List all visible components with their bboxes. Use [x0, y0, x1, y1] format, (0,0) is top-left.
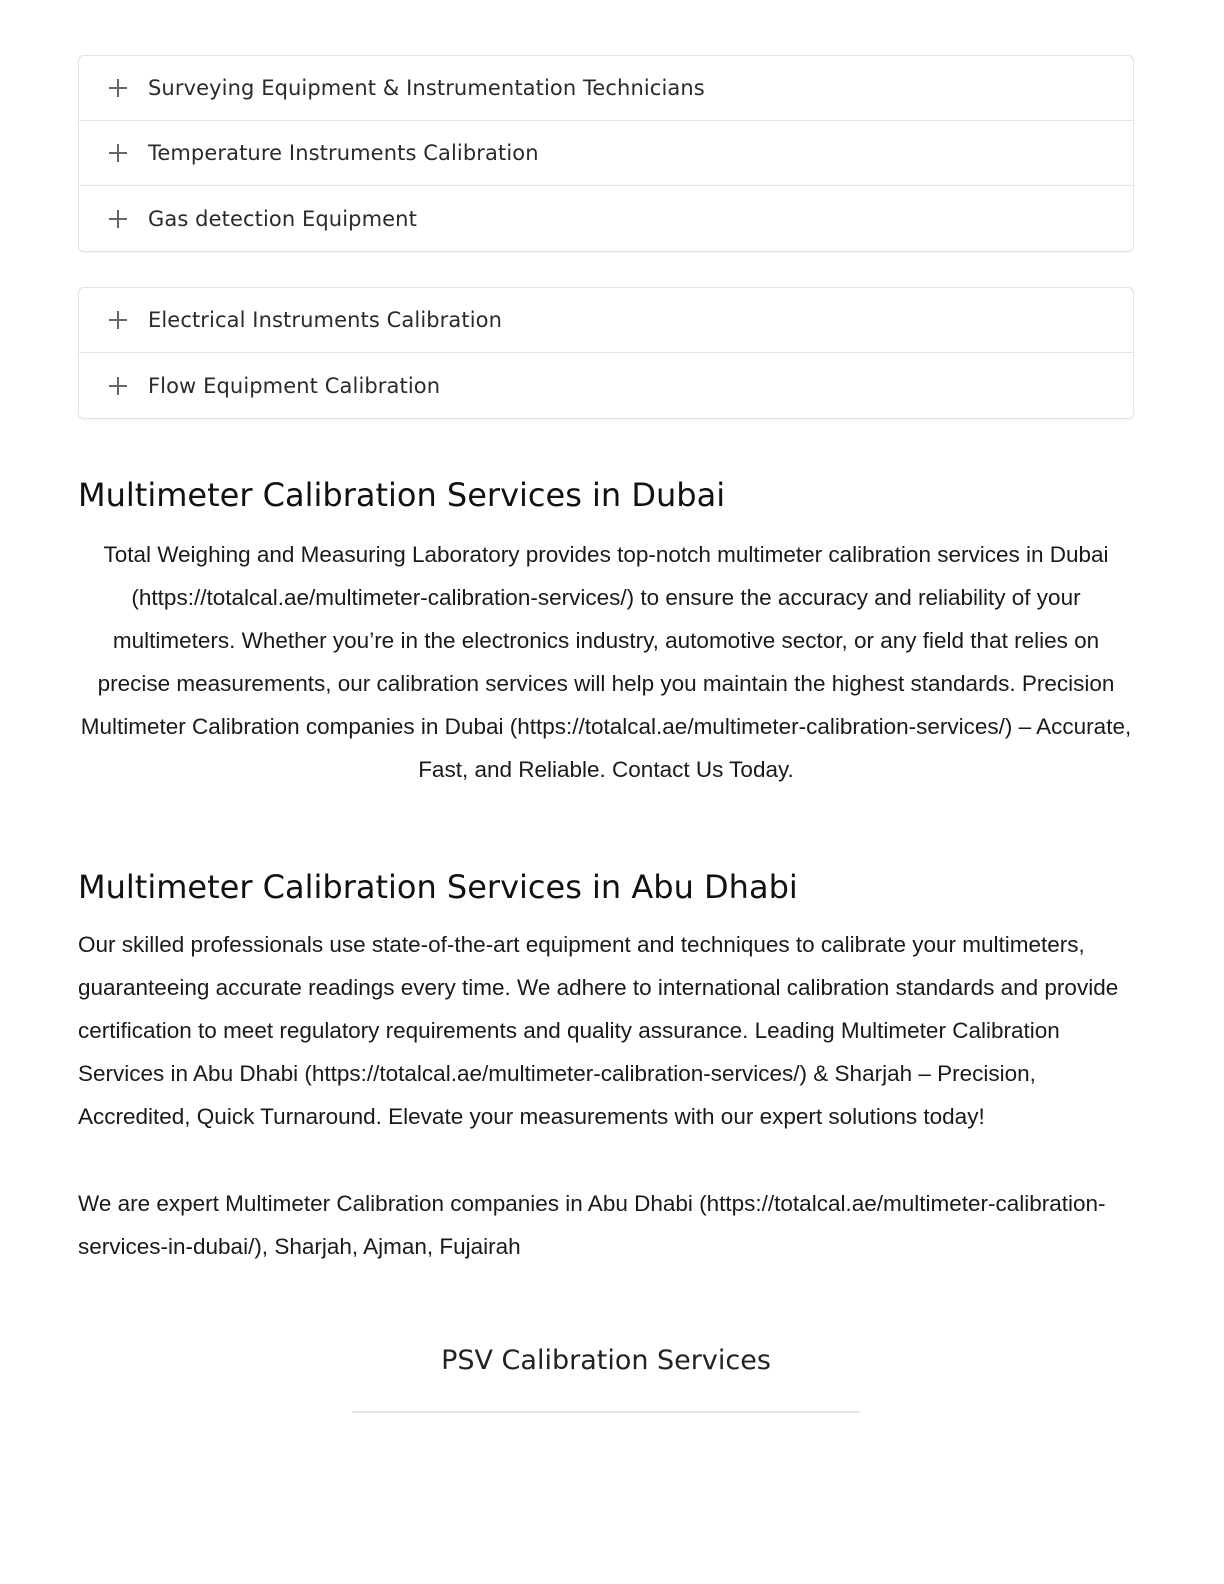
accordion-group-1 — [78, 55, 1134, 252]
section-divider — [352, 1411, 860, 1413]
accordion-item-label: Electrical Instruments Calibration — [148, 308, 503, 332]
accordion-item-flow-equipment[interactable] — [79, 353, 1133, 418]
accordion-item-electrical-instruments[interactable] — [79, 288, 1133, 353]
abudhabi-section-body: Our skilled professionals use state-of-the-art equipment and techniques to calibrate your multimeters, guaranteeing accurate readings every time. We adhere to international calibration standards and provide certification to meet regulatory requirements and quality assurance. Leading Multimeter Calibration Services in Abu Dhabi (https://totalcal.ae/multimeter-calibration-services/) & Sharjah – Precision, Accredited, Quick Turnaround. Elevate your measurements with our expert solutions today! — [78, 932, 1119, 1129]
accordion-item-label: Temperature Instruments Calibration — [148, 141, 539, 165]
accordion-item-gas-detection[interactable] — [79, 186, 1133, 251]
dubai-section-heading: Multimeter Calibration Services in Dubai — [78, 476, 726, 514]
accordion-item-label: Gas detection Equipment — [148, 206, 417, 231]
dubai-section-body: Total Weighing and Measuring Laboratory provides top-notch multimeter calibration services in Dubai (https://totalcal.ae/multimeter-calibration-services/) to ensure the accuracy and reliability of your multimeters. Whether you’re in the electronics industry, automotive sector, or any field that relies on precise measurements, our calibration services will help you maintain the highest standards. Precision Multimeter Calibration companies in Dubai (https://totalcal.ae/multimeter-calibration-services/) – Accurate, Fast, and Reliable. Contact Us Today. — [80, 542, 1132, 782]
plus-icon[interactable] — [109, 311, 127, 329]
abudhabi-section-body-2: We are expert Multimeter Calibration companies in Abu Dhabi (https://totalcal.ae/multimeter-calibration-services-in-dubai/), Sharjah, Ajman, Fujairah — [78, 1191, 1106, 1259]
accordion-item-label: Surveying Equipment & Instrumentation Technicians — [148, 76, 705, 100]
plus-icon[interactable] — [109, 210, 127, 228]
accordion-item-temperature-instruments[interactable] — [79, 121, 1133, 186]
plus-icon[interactable] — [109, 79, 127, 97]
plus-icon[interactable] — [109, 144, 127, 162]
plus-icon[interactable] — [109, 377, 127, 395]
accordion-item-surveying-equipment[interactable] — [79, 56, 1133, 121]
abudhabi-section-heading: Multimeter Calibration Services in Abu Dhabi — [78, 868, 798, 906]
psv-section-title: PSV Calibration Services — [441, 1345, 771, 1376]
accordion-group-2 — [78, 287, 1134, 419]
accordion-item-label: Flow Equipment Calibration — [148, 373, 441, 398]
